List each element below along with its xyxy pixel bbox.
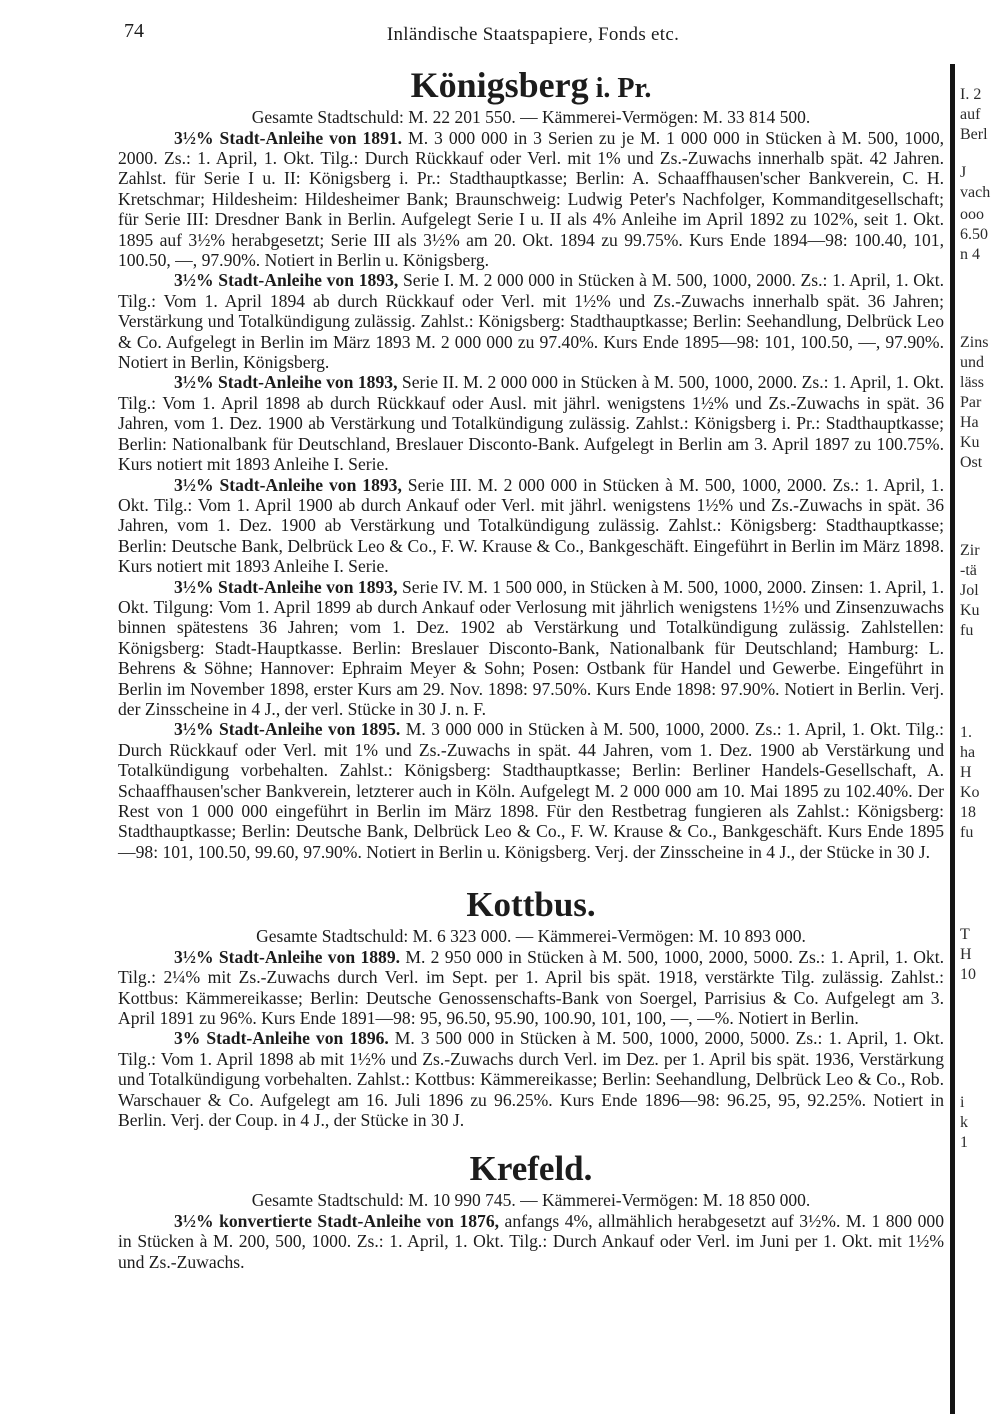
margin-fragment: 18 (960, 804, 976, 821)
text-column (118, 66, 944, 1272)
margin-fragment: 6.50 (960, 226, 988, 243)
margin-fragment: Ku (960, 434, 980, 451)
debt-summary: Gesamte Stadtschuld: M. 22 201 550. — Kämmerei-Vermögen: M. 33 814 500. (251, 106, 811, 127)
margin-fragment: H (960, 946, 972, 963)
city-heading (118, 66, 944, 106)
margin-fragment: J (960, 164, 967, 181)
city-name: Königsberg (410, 65, 589, 105)
margin-fragment: 10 (960, 966, 976, 983)
bond-text: Serie I. M. 2 000 000 in Stücken à M. 500, 1000, 2000. Zs.: 1. April, 1. Okt. Tilg.: Vom 1. April 1894 ab durch Rückkauf oder Verl. mit 1½% und Zs.-Zuwachs innerhalb spät. 36 Jahren; Verstärkung und Totalkündigung zulässig. Zahlst.: Königsberg: Stadthauptkasse; Berlin: Seehandlung, Delbrück Leo & Co. Aufgelegt in Berlin im März 1893 M. 2 000 000 zu 97.40%. Kurs Ende 1895—98: 101, 100.50, —, 97.90%. Notiert in Berlin, Königsberg. (118, 270, 944, 373)
city-suffix: i. Pr. (588, 73, 652, 104)
margin-fragment: Ost (960, 454, 983, 471)
bond-entry (118, 475, 944, 577)
running-head: Inländische Staatspapiere, Fonds etc. (386, 24, 680, 45)
adjacent-page-strip (958, 0, 1000, 1414)
page-number: 74 (124, 20, 144, 42)
page-edge-rule (950, 64, 955, 1414)
bond-entry (118, 577, 944, 720)
bond-title: 3½% Stadt-Anleihe von 1893, (174, 576, 398, 597)
bond-entry (118, 1211, 944, 1272)
bond-entry (118, 128, 944, 271)
margin-fragment: T (960, 926, 970, 943)
bond-text: Serie IV. M. 1 500 000, in Stücken à M. 500, 1000, 2000. Zinsen: 1. April, 1. Okt. Tilgung: Vom 1. April 1899 ab durch Ankauf oder Verlosung mit jährlich wenigstens 1½% und Zinsenzuwachs binnen spätestens 36 Jahren; vom 1. Dez. 1902 ab Verstärkung und Totalkündigung zulässig. Zahlstellen: Königsberg: Stadt-Hauptkasse. Berlin: Breslauer Disconto-Bank, Nationalbank für Deutschland; Hamburg: L. Behrens & Söhne; Hannover: Ephraim Meyer & Sohn; Posen: Ostbank für Handel und Gewerbe. Eingeführt in Berlin im November 1898, erster Kurs am 29. Nov. 1898: 97.50%. Kurs Ende 1898: 97.90%. Notiert in Berlin. Verj. der Zinsscheine in 4 J., der verl. Stücke in 30 J. n. F. (118, 576, 945, 719)
bond-text: M. 3 000 000 in 3 Serien zu je M. 1 000 000 in Stücken à M. 500, 1000, 2000. Zs.: 1. April, 1. Okt. Tilg.: Durch Rückkauf oder Verl. mit 1% und Zs.-Zuwachs innerhalb spät. 42 Jahren. Zahlst. für Serie I u. II: Königsberg i. Pr.: Stadthauptkasse; Berlin: A. Schaaffhausen'scher Bankverein, C. H. Kretschmar; Hildesheim: Hildesheimer Bank; Braunschweig: Ludwig Peter's Nachfolger, Kommanditgesellschaft; für Serie III: Dresdner Bank in Berlin. Aufgelegt Serie I u. II als 4% Anleihe im April 1892 zu 102%, seit 1. Okt. 1895 auf 3½% herabgesetzt; Serie III als 3½% am 20. Okt. 1894 zu 99.75%. Kurs Ende 1894—98: 100.40, 101, 100.50, —, 97.90%. Notiert in Berlin u. Königsberg. (118, 127, 945, 271)
margin-fragment: ooo (960, 206, 984, 223)
city-heading (118, 1150, 944, 1189)
margin-fragment: i (960, 1094, 965, 1111)
margin-fragment: und (960, 354, 984, 371)
bond-title: 3½% Stadt-Anleihe von 1889. (174, 946, 401, 967)
bond-text: anfangs 4%, allmählich herabgesetzt auf 3½%. M. 1 800 000 in Stücken à M. 200, 500, 1000. Zs.: 1. April, 1. Okt. Tilg.: Durch Ankauf oder Verl. im Juni per 1. Okt. mit 1½% und Zs.-Zuwachs. (118, 1210, 945, 1272)
margin-fragment: Ko (960, 784, 980, 801)
margin-fragment: Ku (960, 602, 980, 619)
bond-title: 3½% Stadt-Anleihe von 1891. (174, 127, 403, 148)
bond-entry (118, 270, 944, 372)
bond-title: 3½% Stadt-Anleihe von 1893, (174, 270, 399, 291)
bond-text: Serie III. M. 2 000 000 in Stücken à M. 500, 1000, 2000. Zs.: 1. April, 1. Okt. Tilg.: Vom 1. April 1900 ab durch Ankauf oder Verl. mit jährl. wenigstens 1½% und Zs.-Zuwachs in spät. 36 Jahren, vom 1. Dez. 1900 ab Verstärkung und Totalkündigung zulässig. Zahlst.: Königsberg: Stadthauptkasse; Berlin: Deutsche Bank, Delbrück Leo & Co., F. W. Krause & Co., Bankgeschäft. Eingeführt in Berlin im März 1898. Kurs notiert mit 1893 Anleihe I. Serie. (118, 474, 944, 577)
section-koenigsberg (118, 66, 944, 862)
section-krefeld (118, 1150, 944, 1272)
bond-title: 3½% Stadt-Anleihe von 1893, (174, 474, 402, 495)
margin-fragment: Ha (960, 414, 979, 431)
bond-entry (118, 947, 944, 1029)
margin-fragment: fu (960, 622, 974, 639)
section-kottbus (118, 886, 944, 1130)
bond-entry (118, 719, 944, 862)
margin-fragment: fu (960, 824, 974, 841)
debt-summary: Gesamte Stadtschuld: M. 6 323 000. — Kämmerei-Vermögen: M. 10 893 000. (256, 925, 806, 946)
bond-entry (118, 372, 944, 474)
margin-fragment: H (960, 764, 972, 781)
margin-fragment: n 4 (960, 246, 980, 263)
margin-fragment: Berl (960, 126, 988, 143)
city-heading (118, 886, 944, 925)
page-header (118, 18, 948, 48)
debt-summary: Gesamte Stadtschuld: M. 10 990 745. — Kämmerei-Vermögen: M. 18 850 000. (251, 1189, 811, 1210)
margin-fragment: -tä (960, 562, 977, 579)
margin-fragment: Par (960, 394, 982, 411)
bond-text: M. 3 000 000 in Stücken à M. 500, 1000, 2000. Zs.: 1. April, 1. Okt. Tilg.: Durch Rückkauf oder Verl. mit 1% und Zs.-Zuwachs in spät. 44 Jahren, vom 1. Dez. 1900 ab Verstärkung und Totalkündigung vorbehalten. Zahlst.: Königsberg: Stadthauptkasse; Berlin: Berliner Handels-Gesellschaft, A. Schaaffhausen'scher Bankverein, letzterer auch in Köln. Aufgelegt M. 2 000 000 am 10. Mai 1895 zu 102.40%. Der Rest von 1 000 000 eingeführt in Berlin im März 1898. Für den Restbetrag fungieren als Zahlst.: Königsberg: Stadthauptkasse; Berlin: Deutsche Bank, Delbrück Leo & Co., F. W. Krause & Co., Bankgeschäft. Kurs Ende 1895—98: 101, 100.50, 99.60, 97.90%. Notiert in Berlin u. Königsberg. Verj. der Zinsscheine in 4 J., der Stücke in 30 J. (118, 719, 944, 862)
margin-fragment: Zins (960, 334, 989, 351)
margin-fragment: Jol (960, 582, 979, 599)
margin-fragment: vach (960, 184, 991, 201)
margin-fragment: ha (960, 744, 976, 761)
margin-fragment: auf (960, 106, 981, 123)
bond-title: 3½% konvertierte Stadt-Anleihe von 1876, (174, 1210, 500, 1231)
margin-fragment: 1 (960, 1134, 968, 1151)
city-name: Krefeld. (469, 1149, 593, 1189)
city-name: Kottbus. (466, 885, 596, 925)
margin-fragment: Zir (960, 542, 980, 559)
margin-fragment: 1. (960, 724, 972, 741)
bond-entry (118, 1028, 944, 1130)
bond-title: 3½% Stadt-Anleihe von 1895. (174, 719, 401, 740)
margin-fragment: k (960, 1114, 968, 1131)
bond-title: 3% Stadt-Anleihe von 1896. (174, 1028, 389, 1049)
bond-text: Serie II. M. 2 000 000 in Stücken à M. 500, 1000, 2000. Zs.: 1. April, 1. Okt. Tilg.: Vom 1. April 1898 ab durch Rückkauf oder Ausl. mit jährl. wenigstens 1½% und Zs.-Zuwachs in spät. 36 Jahren, vom 1. Dez. 1900 ab Verstärkung und Totalkündigung zulässig. Zahlst.: Königsberg i. Pr.: Stadthauptkasse; Berlin: Nationalbank für Deutschland, Breslauer Disconto-Bank. Aufgelegt in Berlin am 3. April 1897 zu 100.75%. Kurs notiert mit 1893 Anleihe I. Serie. (118, 372, 944, 475)
bond-title: 3½% Stadt-Anleihe von 1893, (174, 372, 398, 393)
bond-text: M. 3 500 000 in Stücken à M. 500, 1000, 2000, 5000. Zs.: 1. April, 1. Okt. Tilg.: Vom 1. April 1898 ab mit 1½% und Zs.-Zuwachs durch Verl. im Dez. per 1. April bis spät. 1936, Verstärkung und Totalkündigung vorbehalten. Zahlst.: Kottbus: Kämmereikasse; Berlin: Seehandlung, Delbrück Leo & Co., Rob. Warschauer & Co. Aufgelegt am 16. Juli 1896 zu 96.25%. Kurs Ende 1896—98: 96.25, 95, 92.25%. Notiert in Berlin. Verj. der Coup. in 4 J., der Stücke in 30 J. (118, 1028, 944, 1130)
margin-fragment: I. 2 (960, 86, 982, 103)
margin-fragment: läss (960, 374, 984, 391)
bond-text: M. 2 950 000 in Stücken à M. 500, 1000, 2000, 5000. Zs.: 1. April, 1. Okt. Tilg.: 2¼% mit Zs.-Zuwachs durch Verl. im Sept. per 1. April bis spät. 1918, verstärkte Tilg. zulässig. Zahlst.: Kottbus: Kämmereikasse; Berlin: Deutsche Genossenschafts-Bank von Soergel, Parrisius & Co. Aufgelegt am 3. April 1891 zu 96%. Kurs Ende 1891—98: 95, 96.50, 95.90, 100.90, 101, 100, —, —%. Notiert in Berlin. (118, 946, 944, 1028)
